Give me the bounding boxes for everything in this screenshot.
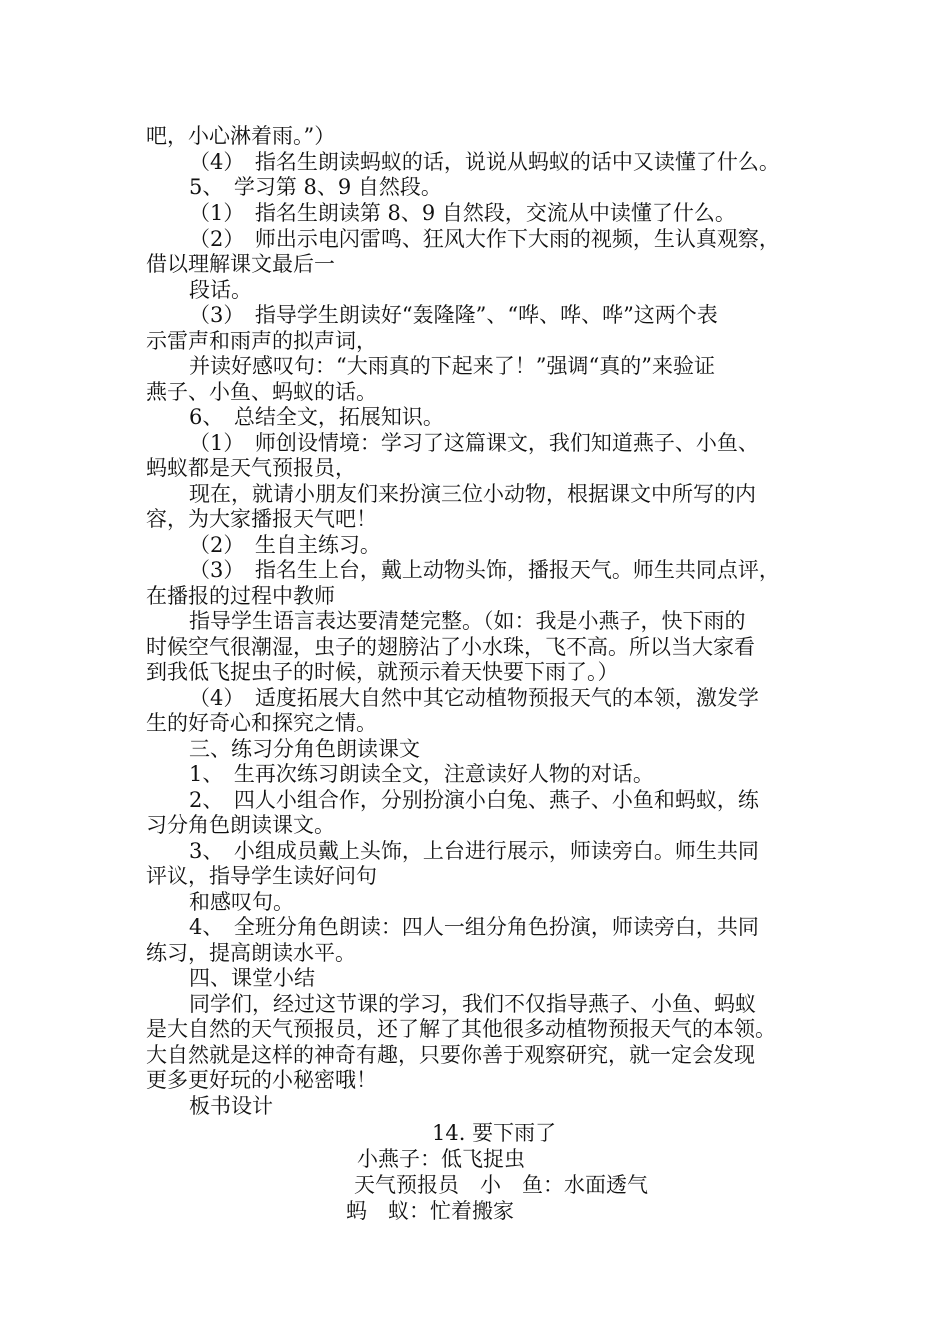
text-line: 评议，指导学生读好问句: [146, 864, 377, 888]
text-line: （4） 指名生朗读蚂蚁的话，说说从蚂蚁的话中又读懂了什么。: [189, 150, 780, 174]
text-line: （3） 指导学生朗读好“轰隆隆”、“哗、哗、哗”这两个表: [189, 303, 718, 327]
text-line: 大自然就是这样的神奇有趣，只要你善于观察研究，就一定会发现: [146, 1043, 755, 1067]
text-line: （2） 师出示电闪雷鸣、狂风大作下大雨的视频，生认真观察，: [189, 227, 780, 251]
text-line: （1） 指名生朗读第 8、9 自然段，交流从中读懂了什么。: [189, 201, 736, 225]
text-line: 6、 总结全文，拓展知识。: [189, 405, 444, 429]
text-line: 和感叹句。: [189, 890, 294, 914]
board-title: 14. 要下雨了: [432, 1121, 557, 1145]
text-line: 三、练习分角色朗读课文: [189, 737, 420, 761]
board-row: 蚂 蚁：忙着搬家: [346, 1199, 514, 1223]
text-line: 3、 小组成员戴上头饰，上台进行展示，师读旁白。师生共同: [189, 839, 759, 863]
text-line: 习分角色朗读课文。: [146, 813, 335, 837]
text-line: 练习，提高朗读水平。: [146, 941, 356, 965]
text-line: 四、课堂小结: [189, 966, 315, 990]
text-line: 借以理解课文最后一: [146, 252, 335, 276]
text-line: （3） 指名生上台，戴上动物头饰，播报天气。师生共同点评，: [189, 558, 780, 582]
text-line: 示雷声和雨声的拟声词，: [146, 329, 377, 353]
board-row: 天气预报员 小 鱼：水面透气: [354, 1173, 648, 1197]
text-line: 生的好奇心和探究之情。: [146, 711, 377, 735]
text-line: （2） 生自主练习。: [189, 533, 381, 557]
board-row: 小燕子：低飞捉虫: [357, 1147, 525, 1171]
text-line: 段话。: [189, 278, 252, 302]
text-line: 1、 生再次练习朗读全文，注意读好人物的对话。: [189, 762, 654, 786]
text-line: （1） 师创设情境：学习了这篇课文，我们知道燕子、小鱼、: [189, 431, 759, 455]
text-line: （4） 适度拓展大自然中其它动植物预报天气的本领，激发学: [189, 686, 759, 710]
text-line: 4、 全班分角色朗读：四人一组分角色扮演，师读旁白，共同: [189, 915, 759, 939]
text-line: 在播报的过程中教师: [146, 584, 335, 608]
text-line: 同学们，经过这节课的学习，我们不仅指导燕子、小鱼、蚂蚁: [189, 992, 756, 1016]
text-line: 燕子、小鱼、蚂蚁的话。: [146, 380, 377, 404]
text-line: 吧，小心淋着雨。”）: [146, 124, 336, 148]
text-line: 5、 学习第 8、9 自然段。: [189, 175, 442, 199]
text-line: 到我低飞捉虫子的时候，就预示着天快要下雨了。）: [146, 660, 619, 684]
text-line: 更多更好玩的小秘密哦！: [146, 1068, 377, 1092]
text-line: 蚂蚁都是天气预报员，: [146, 456, 356, 480]
text-line: 并读好感叹句：“大雨真的下起来了！”强调“真的”来验证: [189, 354, 715, 378]
text-line: 板书设计: [189, 1094, 273, 1118]
text-line: 时候空气很潮湿，虫子的翅膀沾了小水珠，飞不高。所以当大家看: [146, 635, 755, 659]
text-line: 指导学生语言表达要清楚完整。（如：我是小燕子，快下雨的: [189, 609, 746, 633]
text-line: 容，为大家播报天气吧！: [146, 507, 377, 531]
text-line: 是大自然的天气预报员，还了解了其他很多动植物预报天气的本领。: [146, 1017, 776, 1041]
text-line: 现在，就请小朋友们来扮演三位小动物，根据课文中所写的内: [189, 482, 756, 506]
text-line: 2、 四人小组合作，分别扮演小白兔、燕子、小鱼和蚂蚁，练: [189, 788, 759, 812]
